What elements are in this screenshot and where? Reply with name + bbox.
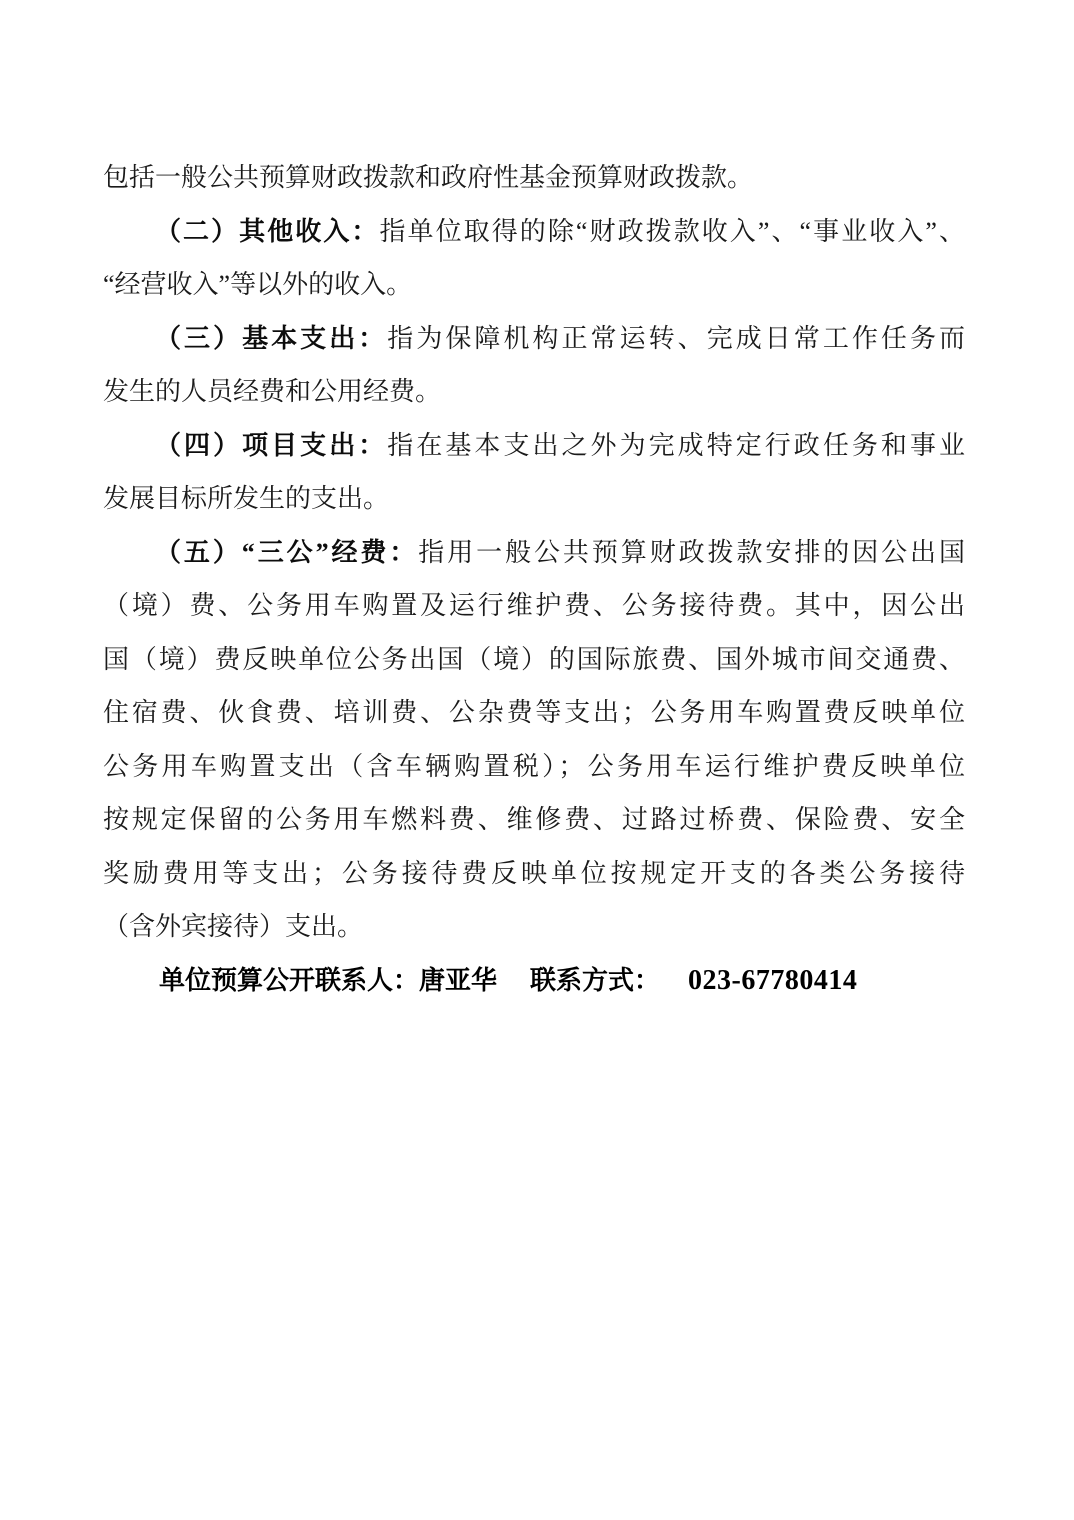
doc-text: 发生的人员经费和公用经费。 (103, 377, 442, 406)
doc-line (103, 365, 965, 419)
doc-text: 指为保障机构正常运转、完成日常工作任务而 (387, 323, 965, 353)
doc-text: 国（境）费反映单位公务出国（境）的国际旅费、国外城市间交通费、 (103, 644, 965, 674)
doc-line (103, 793, 965, 847)
doc-line (103, 151, 965, 205)
doc-text: 包括一般公共预算财政拨款和政府性基金预算财政拨款。 (103, 163, 754, 192)
doc-line (103, 205, 965, 259)
doc-line (103, 633, 965, 687)
contact-method-label: 联系方式： (530, 965, 661, 995)
contact-phone-number: 023-67780414 (688, 964, 858, 996)
doc-line (103, 472, 965, 526)
doc-line (103, 419, 965, 473)
doc-line (103, 312, 965, 366)
doc-text: “经营收入”等以外的收入。 (103, 270, 413, 299)
doc-line (103, 526, 965, 580)
doc-text: 公务用车购置支出（含车辆购置税）；公务用车运行维护费反映单位 (103, 751, 965, 781)
heading-project-expenditure: （四）项目支出： (155, 430, 388, 460)
doc-line (103, 579, 965, 633)
doc-text: （含外宾接待）支出。 (103, 912, 364, 941)
heading-other-income: （二）其他收入： (155, 216, 380, 246)
doc-text: 按规定保留的公务用车燃料费、维修费、过路过桥费、保险费、安全 (103, 805, 965, 834)
doc-line (103, 900, 965, 954)
doc-text: 住宿费、伙食费、培训费、公杂费等支出；公务用车购置费反映单位 (103, 698, 965, 727)
doc-text: 指单位取得的除“财政拨款收入”、“事业收入”、 (379, 216, 965, 246)
doc-text: （境）费、公务用车购置及运行维护费、公务接待费。其中，因公出 (103, 591, 965, 620)
document-body (103, 151, 965, 1007)
doc-text: 指用一般公共预算财政拨款安排的因公出国 (418, 537, 965, 567)
doc-line (103, 258, 965, 312)
doc-line (103, 686, 965, 740)
contact-person-name: 唐亚华 (419, 965, 498, 995)
doc-text: 奖励费用等支出；公务接待费反映单位按规定开支的各类公务接待 (103, 858, 965, 888)
doc-line (103, 847, 965, 901)
doc-line (103, 740, 965, 794)
heading-three-public-expenses: （五）“三公”经费： (155, 537, 419, 567)
doc-text: 指在基本支出之外为完成特定行政任务和事业 (387, 430, 965, 460)
doc-text: 发展目标所发生的支出。 (103, 484, 390, 513)
contact-line (103, 954, 965, 1008)
contact-person-label: 单位预算公开联系人： (159, 965, 420, 995)
heading-basic-expenditure: （三）基本支出： (155, 323, 388, 353)
